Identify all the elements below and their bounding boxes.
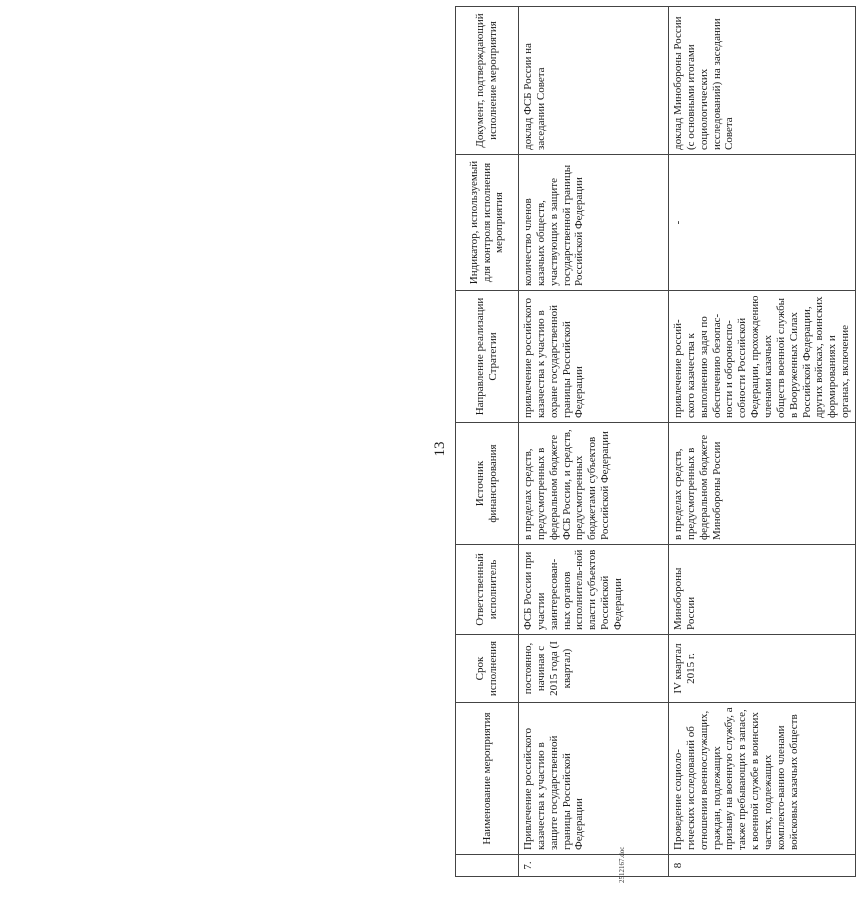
header-number bbox=[456, 855, 519, 877]
row-name: Привлечение российского казачества к участию в защите государственной границы Российской Федерации bbox=[519, 703, 669, 855]
row-term: постоянно, начиная с 2015 года (I квартал) bbox=[519, 635, 669, 703]
row-document: доклад Минобороны России (с основными итогами социологических исследований) на заседании Совета bbox=[669, 7, 856, 155]
header-direction: Направление реализации Стратегии bbox=[456, 291, 519, 423]
header-document: Документ, подтверждающий исполнение мероприятия bbox=[456, 7, 519, 155]
row-executor: Минобороны России bbox=[669, 545, 856, 635]
header-executor: Ответственный исполнитель bbox=[456, 545, 519, 635]
row-direction: привлечение россий-ского казачества к выполнению задач по обеспечению безопас-ности и обороноспо-собности Российской Федерации, прохождению членами казачьих обществ военной службы в Вооруженных Силах Российской Федерации, других войсках, воинских формированиях и органах, включение bbox=[669, 291, 856, 423]
header-name: Наименование мероприятия bbox=[456, 703, 519, 855]
header-indicator: Индикатор, используемый для контроля исполнения мероприятия bbox=[456, 155, 519, 291]
row-indicator: - bbox=[669, 155, 856, 291]
row-number: 7. bbox=[519, 855, 669, 877]
header-funding: Источник финансирования bbox=[456, 423, 519, 545]
file-code: 2512167.doc bbox=[618, 846, 626, 883]
table-row bbox=[519, 7, 669, 877]
row-indicator: количество членов казачьих обществ, участвующих в защите государственной границы Российской Федерации bbox=[519, 155, 669, 291]
row-direction: привлечение российского казачества к участию в охране государственной границы Российской Федерации bbox=[519, 291, 669, 423]
row-document: доклад ФСБ России на заседании Совета bbox=[519, 7, 669, 155]
row-name: Проведение социоло-гических исследований об отношении военнослужащих, граждан, подлежащих призыву на военную службу, а также пребывающих в запасе, к военной службе в воинских частях, подлежащих комплекто-ванию членами войсковых казачьих обществ bbox=[669, 703, 856, 855]
measures-table bbox=[455, 6, 856, 877]
row-funding: в пределах средств, предусмотренных в федеральном бюджете ФСБ России, и средств, предусмотренных бюджетами субъектов Российской Федерации bbox=[519, 423, 669, 545]
row-number: 8 bbox=[669, 855, 856, 877]
row-executor: ФСБ России при участии заинтересован-ных органов исполнитель-ной власти субъектов Российской Федерации bbox=[519, 545, 669, 635]
table-header-row bbox=[456, 7, 519, 877]
page-number: 13 bbox=[432, 441, 448, 457]
table-row bbox=[669, 7, 856, 877]
row-funding: в пределах средств, предусмотренных в федеральном бюджете Минобороны России bbox=[669, 423, 856, 545]
row-term: IV квартал 2015 г. bbox=[669, 635, 856, 703]
header-term: Срок исполнения bbox=[456, 635, 519, 703]
